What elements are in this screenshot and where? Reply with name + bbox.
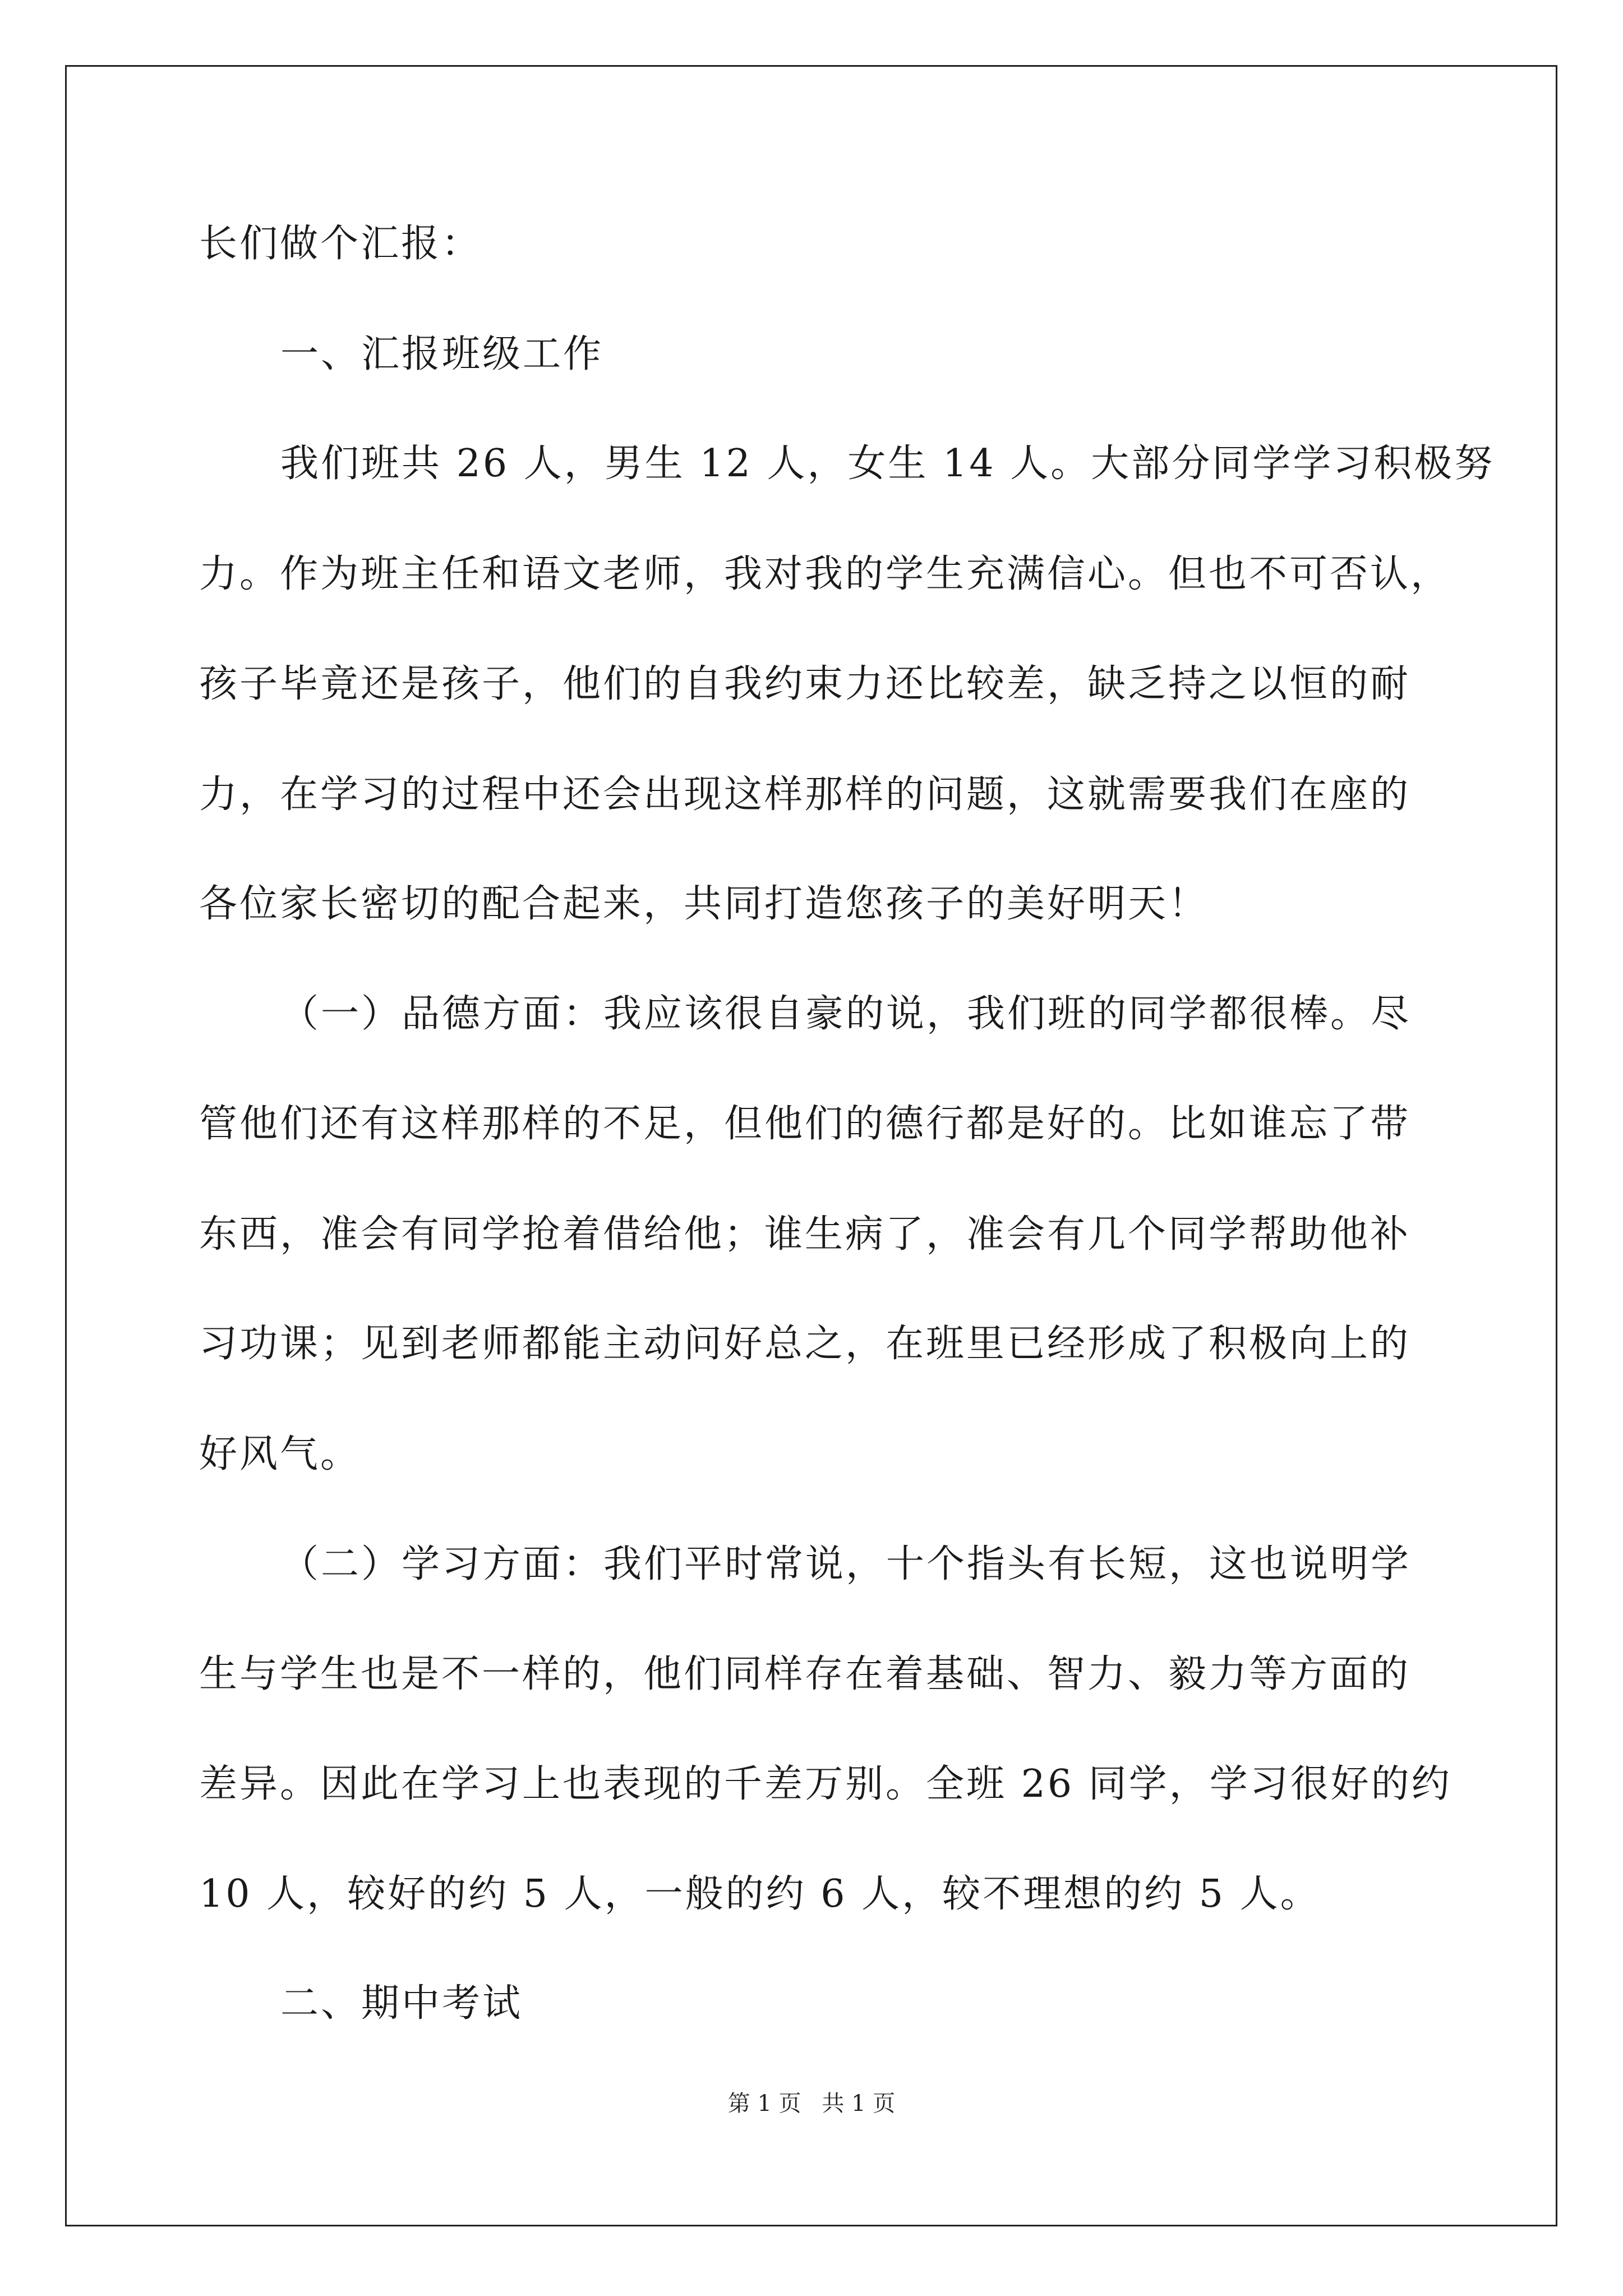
text-line: 力。作为班主任和语文老师，我对我的学生充满信心。但也不可否认， (199, 552, 1451, 596)
page-number: 第 1 页 (727, 2091, 801, 2116)
text-line: 生与学生也是不一样的，他们同样存在着基础、智力、毅力等方面的 (199, 1652, 1411, 1696)
text-line: 力，在学习的过程中还会出现这样那样的问题，这就需要我们在座的 (199, 772, 1411, 817)
text-line: 10 人，较好的约 5 人，一般的约 6 人，较不理想的约 5 人。 (199, 1872, 1321, 1916)
text-line: 长们做个汇报： (199, 222, 482, 266)
text-line: 东西，准会有同学抢着借给他；谁生病了，准会有几个同学帮助他补 (199, 1212, 1411, 1257)
page-footer (0, 2090, 1623, 2118)
text-line: 各位家长密切的配合起来，共同打造您孩子的美好明天！ (199, 882, 1209, 926)
text-line: 习功课；见到老师都能主动问好总之，在班里已经形成了积极向上的 (199, 1322, 1411, 1366)
page-total: 共 1 页 (822, 2091, 896, 2116)
text-line: 差异。因此在学习上也表现的千差万别。全班 26 同学，学习很好的约 (199, 1762, 1452, 1806)
section-heading: 二、期中考试 (280, 1981, 523, 2026)
text-line: 管他们还有这样那样的不足，但他们的德行都是好的。比如谁忘了带 (199, 1102, 1411, 1146)
text-line: 好风气。 (199, 1432, 361, 1476)
text-line: 孩子毕竟还是孩子，他们的自我约束力还比较差，缺乏持之以恒的耐 (199, 662, 1411, 706)
text-line: 我们班共 26 人，男生 12 人，女生 14 人。大部分同学学习积极努 (280, 441, 1495, 486)
section-heading: 一、汇报班级工作 (280, 332, 604, 376)
text-line: （二）学习方面：我们平时常说，十个指头有长短，这也说明学 (280, 1542, 1412, 1586)
text-line: （一）品德方面：我应该很自豪的说，我们班的同学都很棒。尽 (280, 992, 1412, 1036)
